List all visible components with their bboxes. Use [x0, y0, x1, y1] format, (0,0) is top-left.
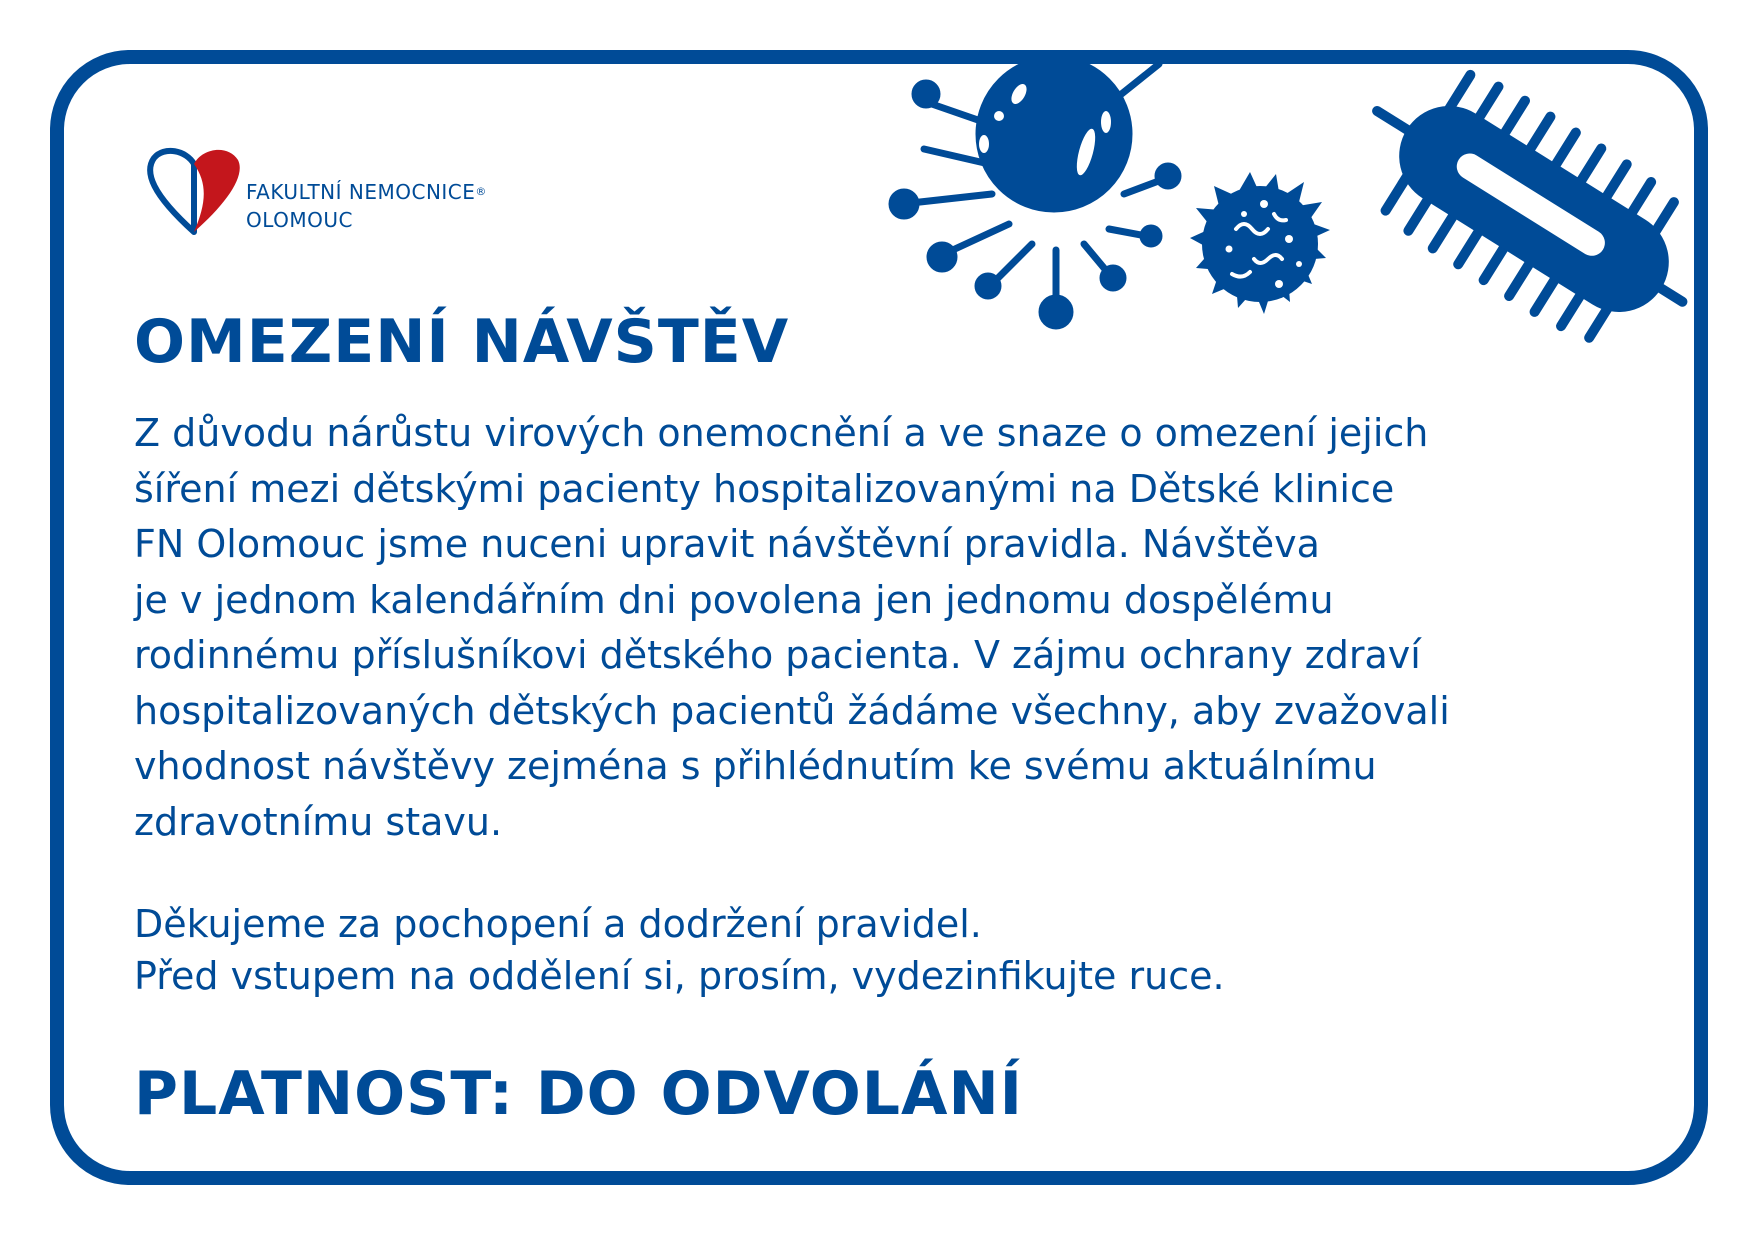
hospital-logo — [146, 142, 566, 262]
virus-illustration — [64, 64, 1708, 464]
notice-body — [134, 406, 1694, 850]
logo-name-line1: FAKULTNÍ NEMOCNICE — [246, 180, 476, 204]
notice-title: OMEZENÍ NÁVŠTĚV — [134, 307, 790, 377]
thanks-block — [134, 898, 1225, 1002]
virus-icon — [889, 64, 1181, 329]
thanks-line: Děkujeme za pochopení a dodržení pravidel. — [134, 902, 982, 946]
heart-logo-icon — [146, 142, 242, 238]
disinfect-line: Před vstupem na oddělení si, prosím, vydezinfikujte ruce. — [134, 954, 1225, 998]
body-line: vhodnost návštěvy zejména s přihlédnutím ke svému aktuálnímu — [134, 744, 1377, 788]
body-line: rodinnému příslušníkovi dětského pacienta. V zájmu ochrany zdraví — [134, 633, 1421, 677]
body-line: Z důvodu nárůstu virových onemocnění a ve snaze o omezení jejich — [134, 411, 1429, 455]
body-line: hospitalizovaných dětských pacientů žádáme všechny, aby zvažovali — [134, 688, 1450, 733]
virus-small-icon — [1190, 172, 1330, 314]
body-line: je v jednom kalendářním dni povolena jen jednomu dospělému — [134, 577, 1334, 622]
body-line: zdravotnímu stavu. — [134, 799, 503, 844]
logo-name-line2: OLOMOUC — [246, 208, 354, 232]
body-line: FN Olomouc jsme nuceni upravit návštěvní pravidla. Návštěva — [134, 522, 1320, 566]
registered-mark: ® — [475, 185, 487, 198]
notice-frame — [50, 50, 1708, 1185]
bacteria-icon — [1331, 64, 1708, 376]
validity-notice: PLATNOST: DO ODVOLÁNÍ — [134, 1059, 1023, 1129]
body-line: šíření mezi dětskými pacienty hospitalizovanými na Dětské klinice — [134, 466, 1395, 511]
